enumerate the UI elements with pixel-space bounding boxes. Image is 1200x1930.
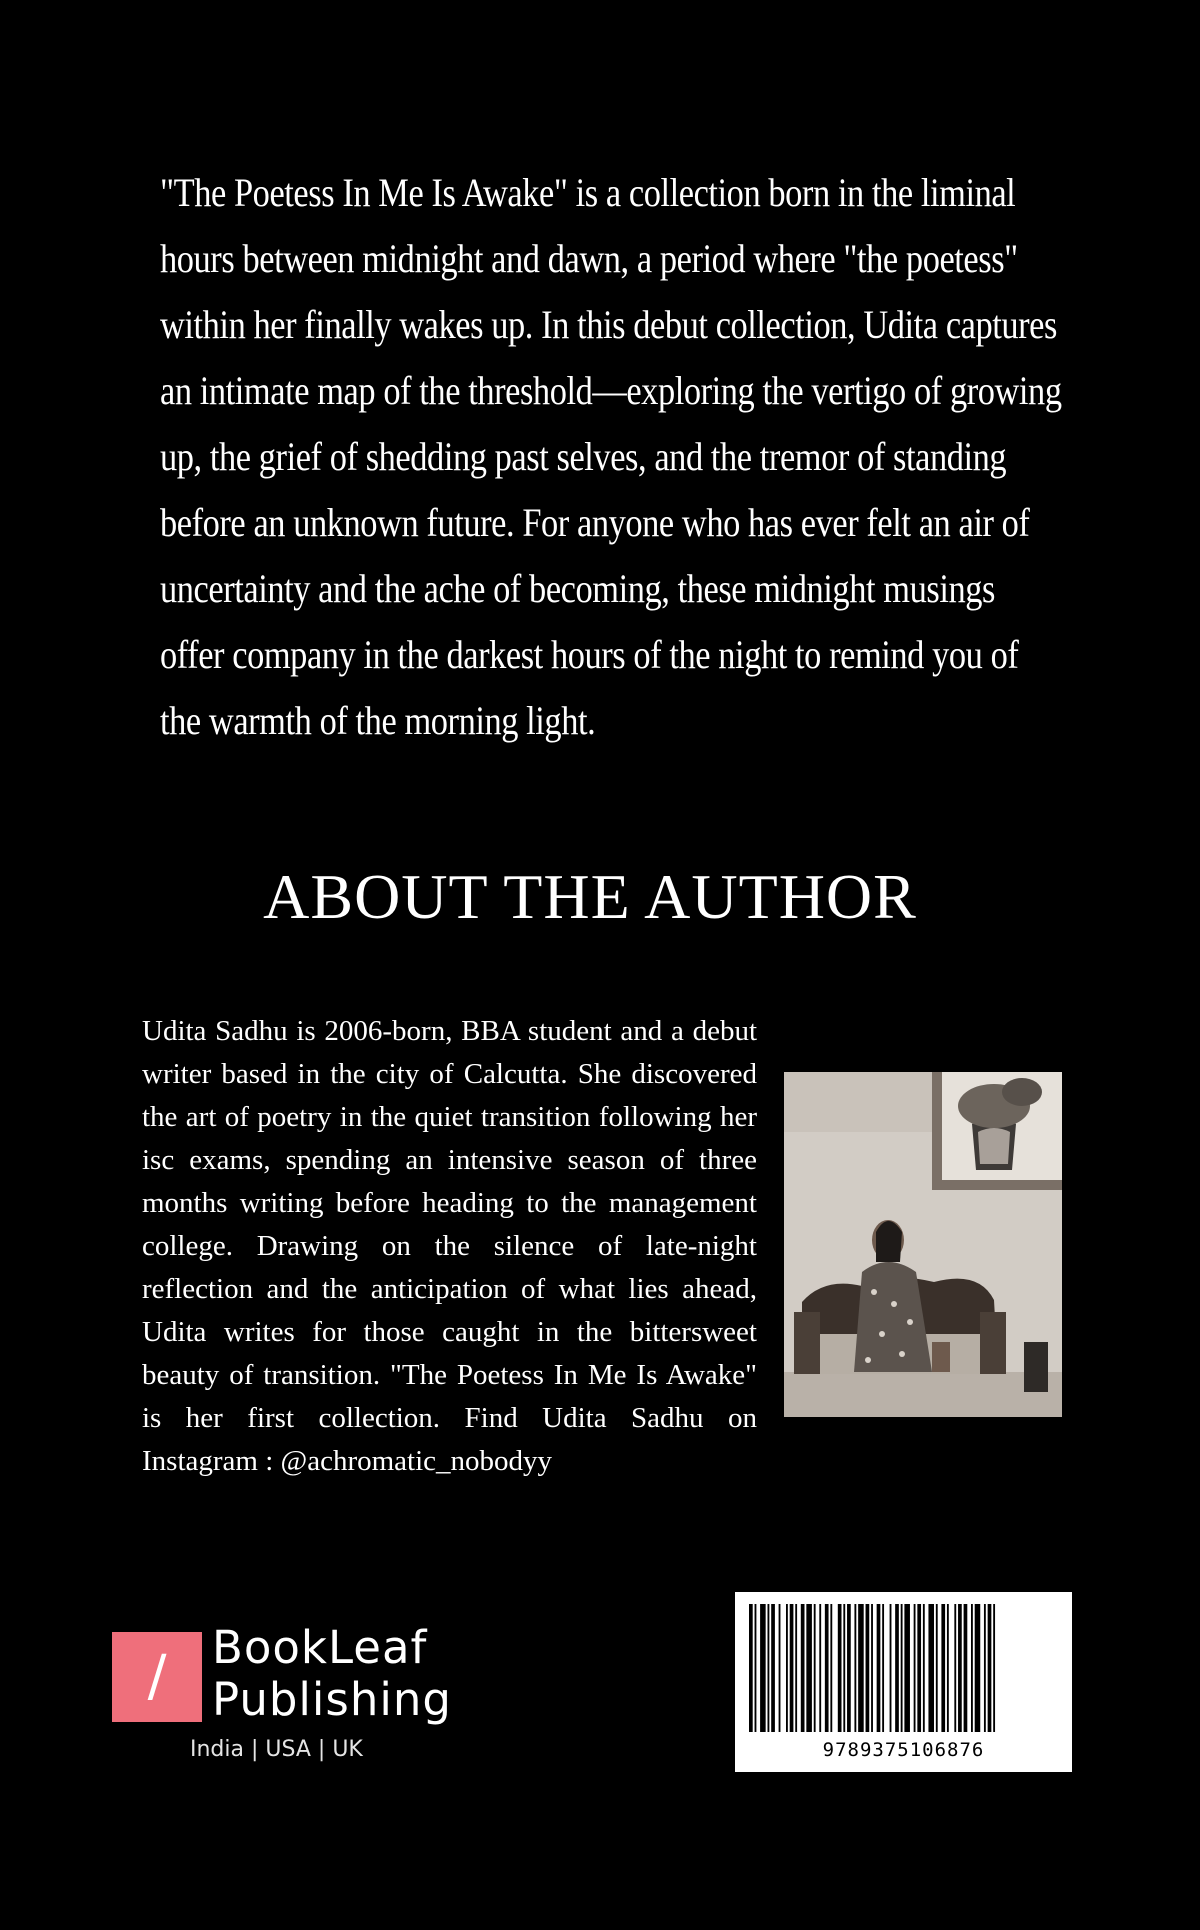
barcode-bar — [858, 1604, 864, 1732]
barcode-bar — [954, 1604, 956, 1732]
barcode-bar — [843, 1604, 845, 1732]
barcode-bar — [768, 1604, 770, 1732]
barcode-bar — [786, 1604, 788, 1732]
publisher-logo-slash: / — [147, 1644, 167, 1709]
about-author-heading: ABOUT THE AUTHOR — [263, 861, 917, 932]
barcode-bar — [749, 1604, 753, 1732]
barcode-bar — [795, 1604, 797, 1732]
back-cover-blurb: "The Poetess In Me Is Awake" is a collection born in the liminal hours between midnight and dawn, a period where "the poetess" within her finally wakes up. In this debut collection, Udita captures an intimate map of the threshold—exploring the vertigo of growing up, the grief of shedding past selves, and the tremor of standing before an unknown future. For anyone who has ever felt an air of uncertainty and the ache of becoming, these midnight musings offer company in the darkest hours of the night to remind you of the warmth of the morning light. — [160, 170, 1062, 743]
barcode-bar — [895, 1604, 899, 1732]
publisher-name-line2: Publishing — [212, 1673, 452, 1726]
publisher-name-line1: BookLeaf — [212, 1621, 428, 1674]
barcode-bar — [760, 1604, 766, 1732]
barcode-bar — [936, 1604, 938, 1732]
barcode-bar — [871, 1604, 873, 1732]
barcode-bar — [877, 1604, 881, 1732]
barcode-bar — [814, 1604, 816, 1732]
barcode-bar — [771, 1604, 775, 1732]
author-bio: Udita Sadhu is 2006-born, BBA student and a debut writer based in the city of Calcutta. She discovered the art of poetry in the quiet transition following her isc exams, spending an intensive season of three months writing before heading to the management college. Drawing on the silence of late-night reflection and the anticipation of what lies ahead, Udita writes for those caught in the bittersweet beauty of transition. "The Poetess In Me Is Awake" is her first collection. Find Udita Sadhu on Instagram : @achromatic_nobodyy — [142, 1015, 757, 1477]
author-photo — [784, 1072, 1062, 1417]
barcode-bar — [917, 1604, 921, 1732]
barcode-bar — [971, 1604, 973, 1732]
barcode-bar — [890, 1604, 892, 1732]
barcode-bar — [755, 1604, 757, 1732]
barcode-bar — [882, 1604, 884, 1732]
barcode-bar — [801, 1604, 805, 1732]
barcode-bar — [923, 1604, 925, 1732]
barcode-bar — [993, 1604, 995, 1732]
barcode-bar — [984, 1604, 986, 1732]
barcode-bar — [941, 1604, 945, 1732]
barcode-bar — [830, 1604, 832, 1732]
barcode-bar — [988, 1604, 992, 1732]
barcode-bar — [928, 1604, 934, 1732]
barcode-bar — [904, 1604, 910, 1732]
isbn-number: 9789375106876 — [822, 1739, 985, 1761]
barcode-bar — [806, 1604, 812, 1732]
isbn-barcode — [735, 1592, 1072, 1772]
barcode-bar — [847, 1604, 851, 1732]
barcode-bar — [838, 1604, 842, 1732]
barcode-bar — [779, 1604, 781, 1732]
barcode-bar — [854, 1604, 856, 1732]
barcode-bar — [975, 1604, 981, 1732]
barcode-bar — [947, 1604, 949, 1732]
barcode-bar — [866, 1604, 870, 1732]
barcode-bar — [790, 1604, 794, 1732]
publisher-name — [212, 1622, 452, 1726]
barcode-bar — [914, 1604, 916, 1732]
barcode-bar — [964, 1604, 968, 1732]
barcode-bar — [825, 1604, 829, 1732]
publisher-regions: India | USA | UK — [190, 1737, 363, 1762]
barcode-bar — [958, 1604, 962, 1732]
barcode-bar — [819, 1604, 821, 1732]
barcode-bar — [901, 1604, 903, 1732]
